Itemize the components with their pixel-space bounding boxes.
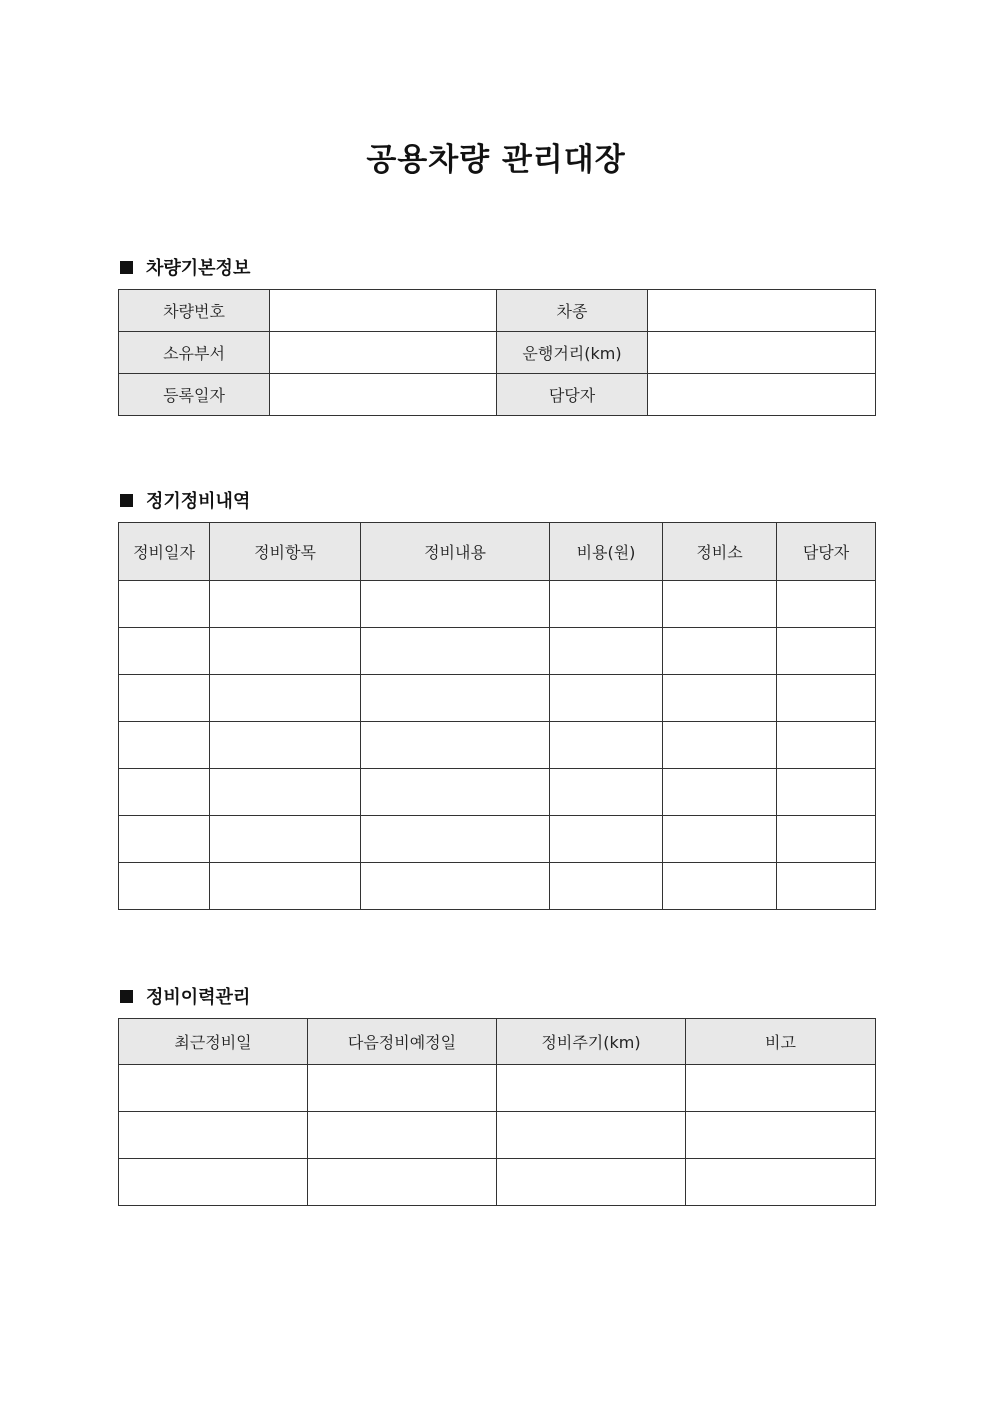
field-label: 담당자 [497, 374, 648, 416]
section-heading-basic-info [119, 254, 250, 280]
column-header: 정비주기(km) [497, 1019, 686, 1065]
vehicle-number-field[interactable] [270, 290, 497, 332]
section-title: 정비이력관리 [146, 987, 251, 1008]
square-bullet-icon [120, 261, 133, 274]
table-cell[interactable] [210, 722, 361, 769]
table-cell[interactable] [777, 722, 876, 769]
table-cell[interactable] [361, 581, 550, 628]
table-cell[interactable] [119, 675, 210, 722]
column-header: 비용(원) [550, 523, 663, 581]
table-cell[interactable] [119, 581, 210, 628]
table-row [119, 581, 876, 628]
table-row [119, 1159, 876, 1206]
table-cell[interactable] [550, 628, 663, 675]
table-row [119, 1112, 876, 1159]
vehicle-type-field[interactable] [648, 290, 876, 332]
column-header: 비고 [686, 1019, 876, 1065]
field-label: 차종 [497, 290, 648, 332]
square-bullet-icon [120, 494, 133, 507]
table-cell[interactable] [777, 628, 876, 675]
column-header: 정비항목 [210, 523, 361, 581]
table-row [119, 769, 876, 816]
table-cell[interactable] [686, 1065, 876, 1112]
field-label: 운행거리(km) [497, 332, 648, 374]
table-cell[interactable] [119, 1112, 308, 1159]
table-cell[interactable] [663, 675, 777, 722]
table-cell[interactable] [550, 816, 663, 863]
square-bullet-icon [120, 990, 133, 1003]
mileage-field[interactable] [648, 332, 876, 374]
field-label: 소유부서 [119, 332, 270, 374]
table-cell[interactable] [550, 863, 663, 910]
column-header: 정비소 [663, 523, 777, 581]
table-header-row [119, 523, 876, 581]
field-label: 등록일자 [119, 374, 270, 416]
table-cell[interactable] [686, 1112, 876, 1159]
table-cell[interactable] [210, 816, 361, 863]
table-cell[interactable] [210, 628, 361, 675]
table-cell[interactable] [497, 1159, 686, 1206]
table-cell[interactable] [308, 1065, 497, 1112]
table-row [119, 816, 876, 863]
owning-department-field[interactable] [270, 332, 497, 374]
table-cell[interactable] [210, 769, 361, 816]
table-row [119, 722, 876, 769]
table-cell[interactable] [210, 675, 361, 722]
table-cell[interactable] [308, 1159, 497, 1206]
table-header-row [119, 1019, 876, 1065]
section-title: 정기정비내역 [146, 491, 251, 512]
regular-maintenance-table [118, 522, 876, 910]
table-cell[interactable] [777, 769, 876, 816]
table-cell[interactable] [550, 769, 663, 816]
table-cell[interactable] [119, 628, 210, 675]
table-cell[interactable] [361, 628, 550, 675]
table-cell[interactable] [777, 581, 876, 628]
table-cell[interactable] [663, 769, 777, 816]
table-row [119, 332, 876, 374]
table-cell[interactable] [777, 675, 876, 722]
column-header: 정비일자 [119, 523, 210, 581]
section-heading-maintenance [119, 487, 250, 513]
registration-date-field[interactable] [270, 374, 497, 416]
table-cell[interactable] [361, 722, 550, 769]
table-cell[interactable] [663, 581, 777, 628]
table-cell[interactable] [119, 1159, 308, 1206]
table-cell[interactable] [119, 769, 210, 816]
column-header: 다음정비예정일 [308, 1019, 497, 1065]
table-cell[interactable] [210, 863, 361, 910]
table-row [119, 1065, 876, 1112]
section-title: 차량기본정보 [146, 258, 251, 279]
table-cell[interactable] [119, 722, 210, 769]
table-row [119, 675, 876, 722]
column-header: 정비내용 [361, 523, 550, 581]
table-cell[interactable] [361, 769, 550, 816]
table-cell[interactable] [497, 1065, 686, 1112]
table-cell[interactable] [308, 1112, 497, 1159]
table-cell[interactable] [663, 722, 777, 769]
table-row [119, 290, 876, 332]
section-heading-history [119, 983, 250, 1009]
table-cell[interactable] [119, 816, 210, 863]
field-label: 차량번호 [119, 290, 270, 332]
document-title: 공용차량 관리대장 [366, 142, 626, 178]
table-cell[interactable] [663, 863, 777, 910]
vehicle-basic-info-table [118, 289, 876, 416]
table-cell[interactable] [550, 675, 663, 722]
table-cell[interactable] [777, 863, 876, 910]
table-cell[interactable] [210, 581, 361, 628]
table-cell[interactable] [361, 863, 550, 910]
table-cell[interactable] [119, 863, 210, 910]
table-cell[interactable] [361, 675, 550, 722]
table-cell[interactable] [550, 581, 663, 628]
table-cell[interactable] [550, 722, 663, 769]
table-cell[interactable] [497, 1112, 686, 1159]
table-cell[interactable] [686, 1159, 876, 1206]
table-row [119, 628, 876, 675]
column-header: 최근정비일 [119, 1019, 308, 1065]
maintenance-history-table [118, 1018, 876, 1206]
table-cell[interactable] [663, 816, 777, 863]
table-cell[interactable] [361, 816, 550, 863]
table-cell[interactable] [663, 628, 777, 675]
table-row [119, 374, 876, 416]
manager-field[interactable] [648, 374, 876, 416]
table-row [119, 863, 876, 910]
table-cell[interactable] [119, 1065, 308, 1112]
table-cell[interactable] [777, 816, 876, 863]
column-header: 담당자 [777, 523, 876, 581]
